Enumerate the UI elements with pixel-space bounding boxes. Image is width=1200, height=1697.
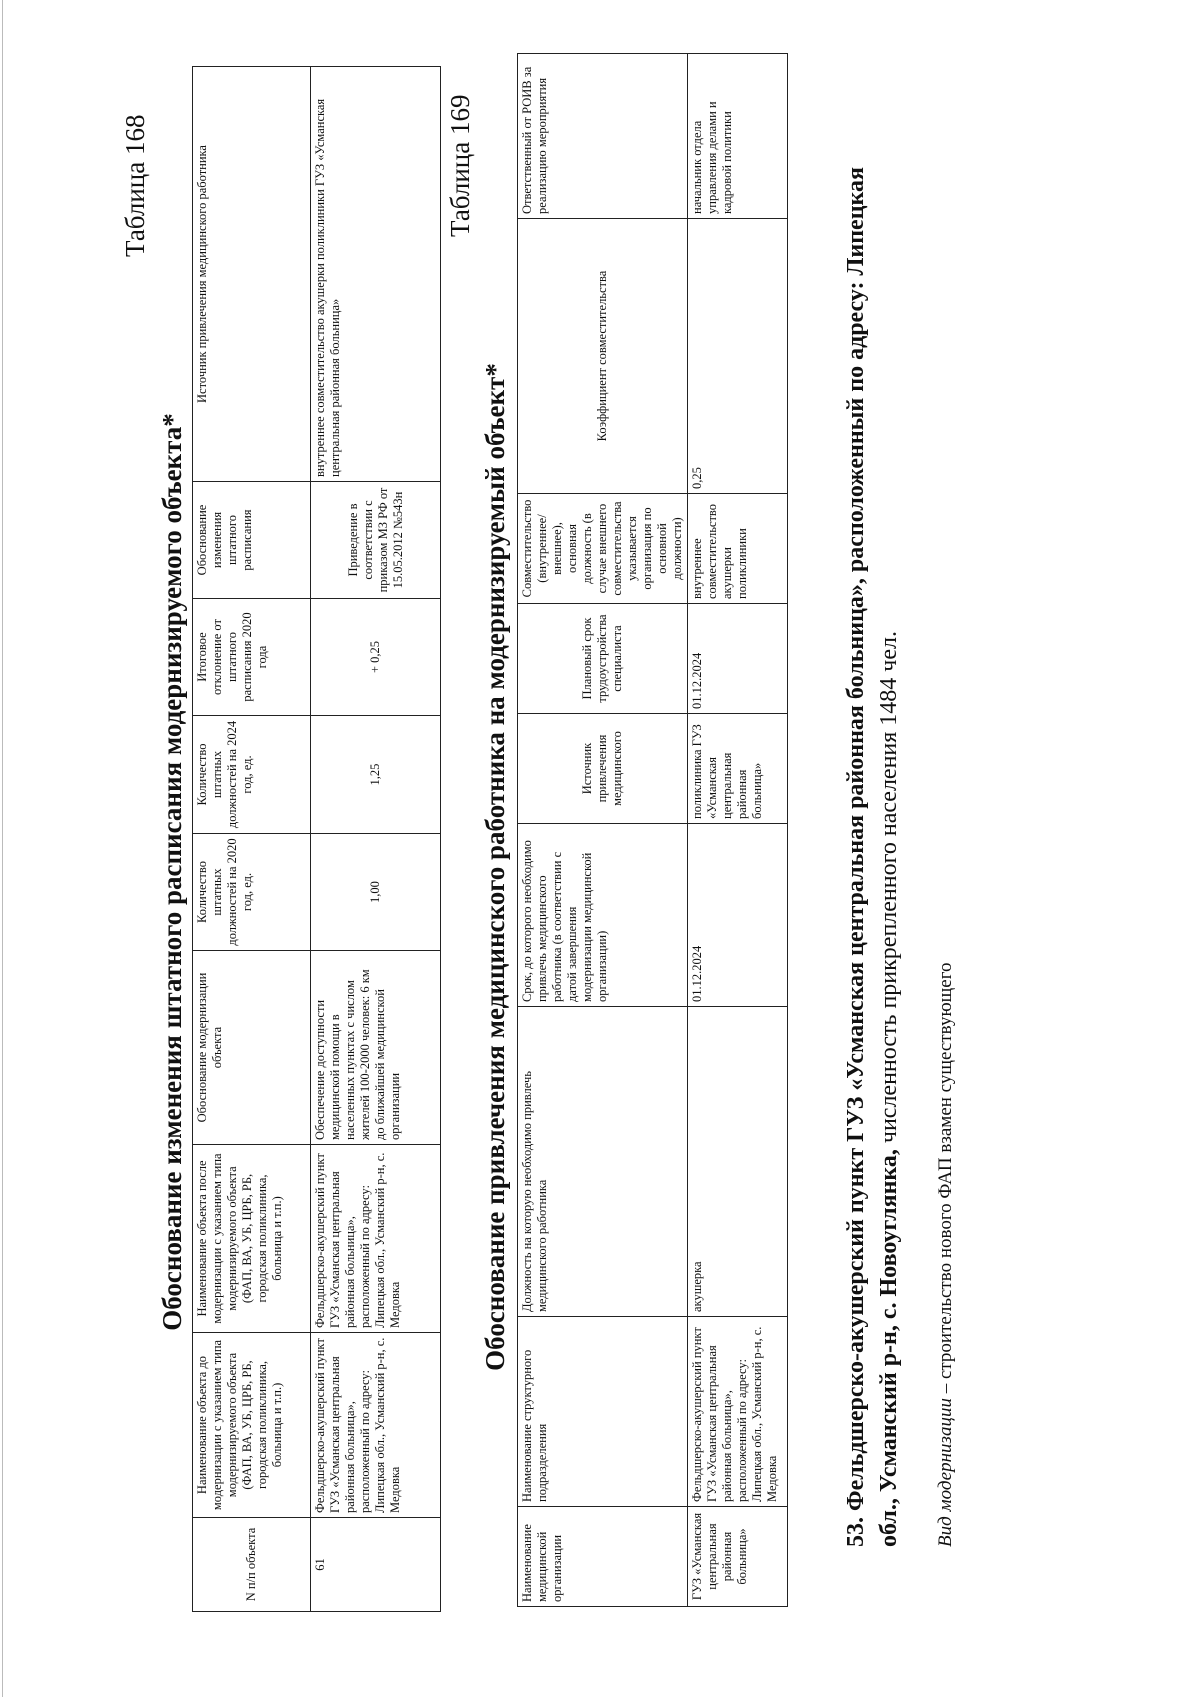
- modernization-type-label: Вид модернизации: [935, 1398, 956, 1547]
- cell-after: Фельдшерско-акушерский пункт ГУЗ «Усманская центральная районная больница», расположенный по адресу: Липецкая обл., Усманский р-н, с. Медовка: [311, 1145, 441, 1333]
- modernization-type-text: – строительство нового ФАП взамен существующего: [935, 962, 956, 1399]
- section-heading-bold: 53. Фельдшерско-акушерский пункт ГУЗ «Усманская центральная районная больница», расположенный по адресу: Липецкая обл., Усманский р-н, с. Новоуглянка,: [843, 167, 902, 1547]
- table-169-title: Обоснование привлечения медицинского работника на модернизируемый объект*: [480, 363, 510, 1371]
- table-row: [311, 67, 441, 1612]
- col-header-justification: Обоснование модернизации объекта: [193, 951, 311, 1145]
- col-header-position: Должность на которую необходимо привлечь медицинского работника: [518, 1007, 688, 1317]
- table-169-header-row: [518, 54, 688, 1607]
- cell-change-basis: Приведение в соответствии с приказом МЗ РФ от 15.05.2012 №543н: [311, 482, 441, 599]
- cell-combo: внутреннее совместительство акушерки поликлиники: [688, 494, 788, 604]
- cell-justification: Обеспечение доступности медицинской помощи в населенных пунктах с числом жителей 100-2000 человек: 6 км до ближайшей медицинской организации: [311, 951, 441, 1145]
- cell-deviation: + 0,25: [311, 599, 441, 716]
- table-168-number: Таблица 168: [120, 114, 150, 257]
- table-168: [192, 66, 441, 1612]
- col-header-coef: Коэффициент совместительства: [518, 219, 688, 494]
- col-header-source: Источник привлечения медицинского: [518, 714, 688, 824]
- cell-staff-2024: 1,25: [311, 716, 441, 834]
- cell-number: 61: [311, 1518, 441, 1612]
- table-169-number: Таблица 169: [445, 94, 475, 237]
- col-header-combo: Совместительство (внутреннее/внешнее), основная должность (в случае внешнего совместительства указывается организация по основной должности): [518, 494, 688, 604]
- col-header-deadline: Срок, до которого необходимо привлечь медицинского работника (в соответствии с датой завершения модернизации медицинской организации): [518, 824, 688, 1007]
- cell-org: ГУЗ «Усманская центральная районная больница»: [688, 1507, 788, 1607]
- cell-responsible: начальник отдела управления делами и кадровой политики: [688, 54, 788, 219]
- col-header-staff-2024: Количество штатных должностей на 2024 год, ед.: [193, 716, 311, 834]
- cell-source: внутреннее совместительство акушерки поликлиники ГУЗ «Усманская центральная районная больница»: [311, 67, 441, 482]
- modernization-type: [935, 127, 957, 1547]
- col-header-change-basis: Обоснование изменения штатного расписания: [193, 482, 311, 599]
- table-row: [688, 54, 788, 1607]
- cell-before: Фельдшерско-акушерский пункт ГУЗ «Усманская центральная районная больница», расположенный по адресу: Липецкая обл., Усманский р-н, с. Медовка: [311, 1333, 441, 1518]
- table-169: [517, 53, 788, 1607]
- col-header-source: Источник привлечения медицинского работника: [193, 67, 311, 482]
- table-168-header-row: [193, 67, 311, 1612]
- col-header-staff-2020: Количество штатных должностей на 2020 год, ед.: [193, 834, 311, 951]
- col-header-unit: Наименование структурного подразделения: [518, 1317, 688, 1507]
- cell-source: поликлиника ГУЗ «Усманская центральная районная больница»: [688, 714, 788, 824]
- section-heading-normal: численность прикрепленного населения 1484 чел.: [876, 630, 902, 1150]
- cell-staff-2020: 1,00: [311, 834, 441, 951]
- col-header-responsible: Ответственный от РОИВ за реализацию мероприятия: [518, 54, 688, 219]
- col-header-planned: Плановый срок трудоустройства специалиста: [518, 604, 688, 714]
- cell-unit: Фельдшерско-акушерский пункт ГУЗ «Усманская центральная районная больница», расположенный по адресу: Липецкая обл., Усманский р-н, с. Медовка: [688, 1317, 788, 1507]
- col-header-deviation: Итоговое отклонение от штатного расписания 2020 года: [193, 599, 311, 716]
- col-header-number: N п/п объекта: [193, 1518, 311, 1612]
- col-header-org: Наименование медицинской организации: [518, 1507, 688, 1607]
- cell-deadline: 01.12.2024: [688, 824, 788, 1007]
- cell-planned: 01.12.2024: [688, 604, 788, 714]
- col-header-before: Наименование объекта до модернизации с указанием типа модернизируемого объекта (ФАП, ВА, УБ, ЦРБ, РБ, городская поликлиника, больница и т.п.): [193, 1333, 311, 1518]
- cell-coef: 0,25: [688, 219, 788, 494]
- table-168-title: Обоснование изменения штатного расписания модернизируемого объекта*: [157, 413, 187, 1331]
- section-heading: [840, 127, 906, 1547]
- col-header-after: Наименование объекта после модернизации с указанием типа модернизируемого объекта (ФАП, ВА, УБ, ЦРБ, РБ, городская поликлиника, больница и т.п.): [193, 1145, 311, 1333]
- cell-position: акушерка: [688, 1007, 788, 1317]
